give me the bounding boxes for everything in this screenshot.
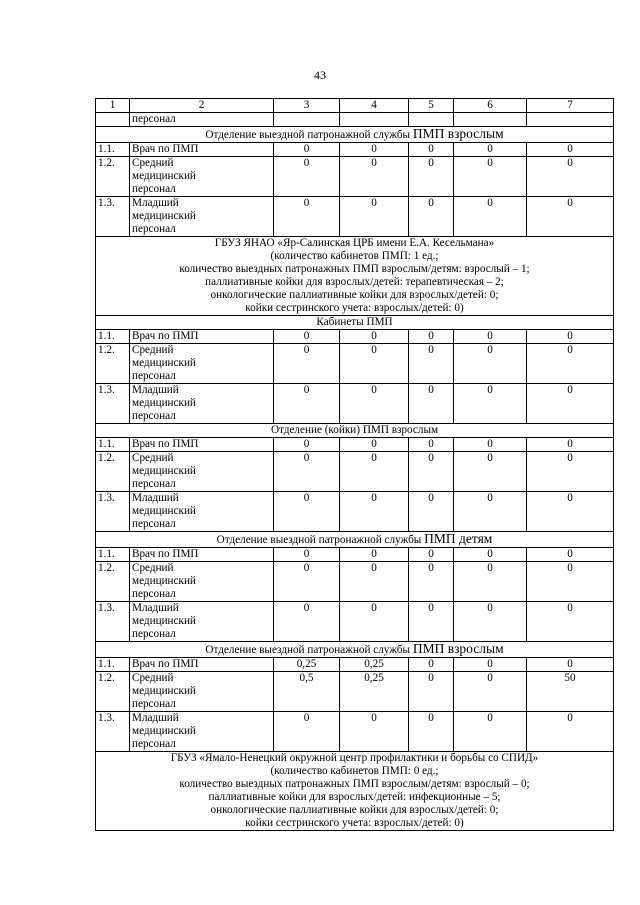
table-row	[96, 438, 614, 452]
staff-category-line: Врач по ПМП	[132, 438, 199, 450]
section-title-text: Отделение выездной патронажной службы	[216, 534, 425, 546]
value-cell	[409, 113, 454, 127]
table-row	[96, 562, 614, 602]
row-number: 1.1.	[96, 658, 130, 672]
value-cell: 50	[527, 672, 614, 712]
staff-category-line: персонал	[132, 370, 176, 382]
organization-line: паллиативные койки для взрослых/детей: инфекционные – 5;	[208, 791, 501, 803]
organization-line: койки сестринского учета: взрослых/детей: 0)	[245, 302, 464, 314]
value-cell: 0	[274, 384, 340, 424]
value-cell: 0	[274, 562, 340, 602]
staff-category-line: Средний	[132, 672, 174, 684]
organization-line: (количество кабинетов ПМП: 0 ед.;	[270, 765, 439, 777]
staff-category-line: персонал	[132, 223, 176, 235]
staff-category-line: персонал	[132, 588, 176, 600]
value-cell: 0	[527, 602, 614, 642]
value-cell: 0	[454, 492, 527, 532]
value-cell: 0	[274, 157, 340, 197]
header-cell-1: 1	[96, 99, 130, 113]
staff-category-line: Средний	[132, 157, 174, 169]
value-cell: 0	[409, 658, 454, 672]
staff-category-line: персонал	[132, 738, 176, 750]
value-cell: 0	[527, 492, 614, 532]
staff-category-line: медицинский	[132, 575, 196, 587]
value-cell: 0	[274, 438, 340, 452]
value-cell: 0	[409, 672, 454, 712]
table-row	[96, 712, 614, 752]
value-cell: 0	[527, 344, 614, 384]
value-cell: 0	[340, 712, 409, 752]
header-cell-6: 6	[454, 99, 527, 113]
value-cell: 0,25	[340, 672, 409, 712]
staff-category-line: медицинский	[132, 725, 196, 737]
staff-category-line: Врач по ПМП	[132, 330, 199, 342]
organization-line: количество выездных патронажных ПМП взрослым/детям: взрослый – 0;	[179, 778, 530, 790]
value-cell: 0	[454, 344, 527, 384]
staff-category	[130, 344, 274, 384]
staff-category-line: персонал	[132, 113, 176, 125]
value-cell: 0	[454, 562, 527, 602]
staff-category-line: медицинский	[132, 465, 196, 477]
staff-category-line: персонал	[132, 518, 176, 530]
staff-category	[130, 113, 274, 127]
table-row	[96, 452, 614, 492]
value-cell: 0	[409, 438, 454, 452]
value-cell: 0	[274, 344, 340, 384]
value-cell: 0	[274, 712, 340, 752]
value-cell: 0	[527, 157, 614, 197]
table-row	[96, 384, 614, 424]
value-cell: 0	[340, 344, 409, 384]
value-cell	[274, 113, 340, 127]
staff-category	[130, 712, 274, 752]
table-row	[96, 157, 614, 197]
table-row	[96, 492, 614, 532]
organization-line: паллиативные койки для взрослых/детей: терапевтическая – 2;	[205, 276, 504, 288]
value-cell: 0	[454, 672, 527, 712]
staff-category	[130, 672, 274, 712]
page-number: 43	[314, 68, 326, 82]
row-number: 1.3.	[96, 197, 130, 237]
organization-info	[96, 237, 614, 316]
staff-category	[130, 197, 274, 237]
value-cell: 0	[409, 602, 454, 642]
organization-info	[96, 752, 614, 831]
staff-category-line: Врач по ПМП	[132, 548, 199, 560]
section-row	[96, 316, 614, 330]
table-header-row	[96, 99, 614, 113]
value-cell: 0	[454, 143, 527, 157]
header-cell-3: 3	[274, 99, 340, 113]
value-cell: 0	[454, 452, 527, 492]
row-number: 1.2.	[96, 672, 130, 712]
staff-category-line: персонал	[132, 698, 176, 710]
section-title-text: Кабинеты ПМП	[316, 316, 393, 328]
table-row	[96, 197, 614, 237]
value-cell: 0	[409, 712, 454, 752]
value-cell: 0	[409, 492, 454, 532]
value-cell: 0	[409, 330, 454, 344]
value-cell: 0	[527, 330, 614, 344]
header-cell-4: 4	[340, 99, 409, 113]
staff-category-line: персонал	[132, 410, 176, 422]
value-cell: 0	[454, 384, 527, 424]
value-cell: 0	[409, 562, 454, 602]
row-number: 1.2.	[96, 157, 130, 197]
table-row	[96, 658, 614, 672]
value-cell: 0,25	[340, 658, 409, 672]
value-cell	[454, 113, 527, 127]
section-title-text: Отделение выездной патронажной службы	[205, 129, 413, 141]
staff-category-line: Врач по ПМП	[132, 658, 199, 670]
staff-category-line: медицинский	[132, 615, 196, 627]
row-number: 1.3.	[96, 712, 130, 752]
value-cell: 0	[454, 548, 527, 562]
table-row	[96, 602, 614, 642]
staff-category	[130, 562, 274, 602]
value-cell: 0	[340, 452, 409, 492]
staff-category-line: Младший	[132, 492, 179, 504]
value-cell: 0	[340, 197, 409, 237]
staff-category-line: персонал	[132, 478, 176, 490]
staff-category-line: Средний	[132, 344, 174, 356]
staff-category-line: персонал	[132, 628, 176, 640]
row-number: 1.2.	[96, 452, 130, 492]
organization-row	[96, 237, 614, 316]
staff-category-line: Младший	[132, 712, 179, 724]
organization-line: койки сестринского учета: взрослых/детей: 0)	[245, 817, 464, 829]
row-number: 1.2.	[96, 344, 130, 384]
organization-line: ГБУЗ «Ямало-Ненецкий окружной центр профилактики и борьбы со СПИД»	[170, 752, 539, 764]
table-row	[96, 672, 614, 712]
value-cell: 0	[340, 562, 409, 602]
staff-category	[130, 384, 274, 424]
section-row	[96, 424, 614, 438]
value-cell: 0	[409, 452, 454, 492]
organization-line: онкологические паллиативные койки для взрослых/детей: 0;	[210, 289, 499, 301]
value-cell: 0	[454, 712, 527, 752]
row-number: 1.1.	[96, 143, 130, 157]
value-cell: 0	[274, 197, 340, 237]
staff-category-line: Младший	[132, 197, 179, 209]
staff-category-line: Младший	[132, 384, 179, 396]
value-cell: 0,5	[274, 672, 340, 712]
value-cell: 0	[409, 157, 454, 197]
staff-category-line: медицинский	[132, 170, 196, 182]
staff-category	[130, 452, 274, 492]
value-cell: 0	[340, 438, 409, 452]
organization-line: количество выездных патронажных ПМП взрослым/детям: взрослый – 1;	[179, 263, 530, 275]
staff-category	[130, 143, 274, 157]
row-number: 1.1.	[96, 548, 130, 562]
value-cell: 0,25	[274, 658, 340, 672]
section-title-suffix: ПМП взрослым	[412, 126, 504, 141]
value-cell: 0	[527, 548, 614, 562]
value-cell: 0	[340, 492, 409, 532]
value-cell: 0	[409, 197, 454, 237]
value-cell: 0	[527, 384, 614, 424]
table-row	[96, 548, 614, 562]
section-title	[96, 316, 614, 330]
staff-category-line: медицинский	[132, 397, 196, 409]
table-body	[96, 99, 614, 831]
staff-category	[130, 548, 274, 562]
row-number: 1.2.	[96, 562, 130, 602]
value-cell	[340, 113, 409, 127]
value-cell: 0	[527, 438, 614, 452]
header-cell-7: 7	[527, 99, 614, 113]
table-row	[96, 344, 614, 384]
staff-category	[130, 157, 274, 197]
value-cell: 0	[454, 330, 527, 344]
staffing-table	[95, 98, 614, 831]
value-cell: 0	[340, 548, 409, 562]
row-number: 1.1.	[96, 330, 130, 344]
organization-line: ГБУЗ ЯНАО «Яр-Салинская ЦРБ имени Е.А. Кесельмана»	[214, 237, 495, 249]
row-number: 1.1.	[96, 438, 130, 452]
section-title-suffix: ПМП детям	[424, 531, 493, 546]
section-title	[96, 127, 614, 143]
value-cell: 0	[274, 548, 340, 562]
staff-category-line: медицинский	[132, 210, 196, 222]
staff-category-line: медицинский	[132, 357, 196, 369]
value-cell: 0	[454, 197, 527, 237]
section-title-suffix: ПМП взрослым	[412, 641, 504, 656]
header-cell-2: 2	[130, 99, 274, 113]
section-row	[96, 127, 614, 143]
value-cell: 0	[340, 157, 409, 197]
value-cell: 0	[409, 548, 454, 562]
staff-category-line: медицинский	[132, 505, 196, 517]
header-cell-5: 5	[409, 99, 454, 113]
value-cell: 0	[527, 452, 614, 492]
organization-row	[96, 752, 614, 831]
value-cell: 0	[274, 330, 340, 344]
staff-category	[130, 492, 274, 532]
section-title-text: Отделение выездной патронажной службы	[205, 644, 413, 656]
section-title-text: Отделение (койки) ПМП взрослым	[270, 424, 439, 436]
value-cell: 0	[340, 330, 409, 344]
staff-category-line: Врач по ПМП	[132, 143, 199, 155]
section-title	[96, 532, 614, 548]
value-cell: 0	[409, 143, 454, 157]
staff-category-line: Средний	[132, 562, 174, 574]
value-cell: 0	[527, 658, 614, 672]
value-cell: 0	[527, 712, 614, 752]
staff-category-line: Младший	[132, 602, 179, 614]
staff-category	[130, 602, 274, 642]
staff-category	[130, 438, 274, 452]
table-row	[96, 113, 614, 127]
table-row	[96, 143, 614, 157]
value-cell: 0	[527, 562, 614, 602]
row-number	[96, 113, 130, 127]
section-title	[96, 424, 614, 438]
value-cell: 0	[274, 452, 340, 492]
staff-category-line: медицинский	[132, 685, 196, 697]
value-cell: 0	[454, 157, 527, 197]
staff-category	[130, 330, 274, 344]
value-cell: 0	[340, 602, 409, 642]
row-number: 1.3.	[96, 602, 130, 642]
table-row	[96, 330, 614, 344]
section-title	[96, 642, 614, 658]
value-cell: 0	[409, 384, 454, 424]
value-cell: 0	[454, 602, 527, 642]
staff-category-line: персонал	[132, 183, 176, 195]
staff-category-line: Средний	[132, 452, 174, 464]
value-cell: 0	[454, 438, 527, 452]
row-number: 1.3.	[96, 384, 130, 424]
value-cell: 0	[274, 492, 340, 532]
section-row	[96, 532, 614, 548]
row-number: 1.3.	[96, 492, 130, 532]
value-cell	[527, 113, 614, 127]
value-cell: 0	[409, 344, 454, 384]
organization-line: (количество кабинетов ПМП: 1 ед.;	[270, 250, 439, 262]
value-cell: 0	[527, 143, 614, 157]
section-row	[96, 642, 614, 658]
staff-category	[130, 658, 274, 672]
value-cell: 0	[274, 143, 340, 157]
value-cell: 0	[340, 384, 409, 424]
value-cell: 0	[340, 143, 409, 157]
value-cell: 0	[527, 197, 614, 237]
value-cell: 0	[454, 658, 527, 672]
value-cell: 0	[274, 602, 340, 642]
organization-line: онкологические паллиативные койки для взрослых/детей: 0;	[210, 804, 499, 816]
